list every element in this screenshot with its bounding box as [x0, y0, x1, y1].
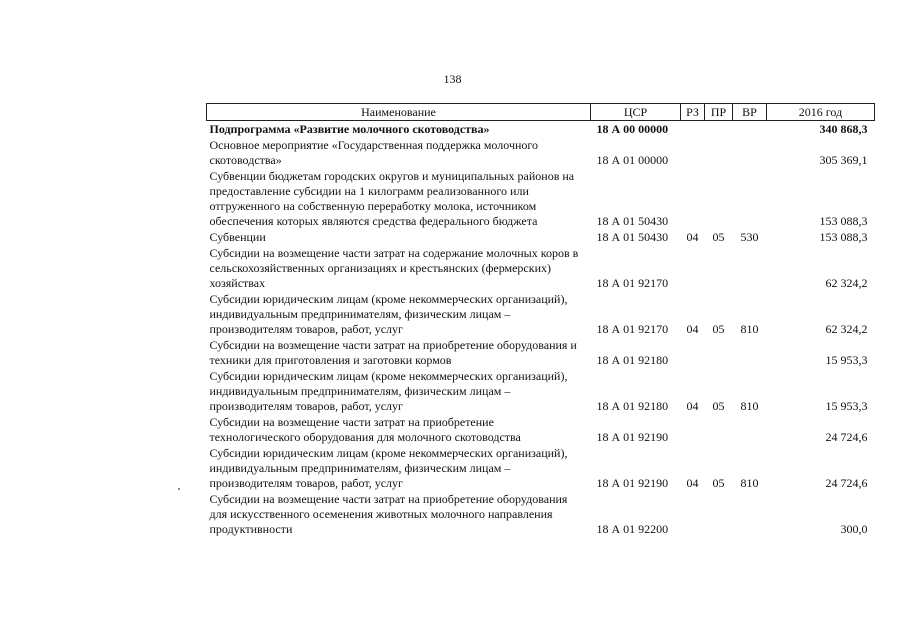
- row-csr: 18 А 01 00000: [596, 153, 669, 167]
- row-pr: [705, 245, 733, 291]
- header-year: 2016 год: [767, 104, 875, 121]
- row-rz: 04: [686, 230, 699, 244]
- table-header: [207, 104, 875, 121]
- row-sum: 62 324,2: [825, 322, 868, 336]
- row-csr: 18 А 01 50430: [596, 230, 669, 244]
- row-rz: [681, 137, 705, 168]
- table-row: [207, 491, 875, 537]
- row-csr: 18 А 00 00000: [596, 122, 669, 136]
- header-row: [207, 104, 875, 121]
- row-csr: 18 А 01 92190: [596, 430, 669, 444]
- row-vr: [733, 137, 767, 168]
- row-pr: 05: [712, 322, 725, 336]
- row-rz: [681, 245, 705, 291]
- row-name: Субсидии на возмещение части затрат на приобретение оборудования и техники для приготовления и заготовки кормов: [209, 338, 577, 367]
- header-csr: ЦСР: [591, 104, 681, 121]
- header-vr: ВР: [733, 104, 767, 121]
- row-csr: 18 А 01 92200: [596, 522, 669, 536]
- row-vr: [733, 168, 767, 229]
- row-vr: 810: [740, 322, 759, 336]
- table-row: [207, 137, 875, 168]
- header-pr: ПР: [705, 104, 733, 121]
- table-row: [207, 445, 875, 491]
- row-rz: [681, 491, 705, 537]
- row-sum: 15 953,3: [825, 399, 868, 413]
- table-row: [207, 168, 875, 229]
- scan-speck: [178, 488, 180, 490]
- row-sum: 24 724,6: [825, 476, 868, 490]
- row-rz: 04: [686, 476, 699, 490]
- row-sum: 305 369,1: [819, 153, 868, 167]
- table-row: [207, 414, 875, 445]
- row-name: Субсидии юридическим лицам (кроме некоммерческих организаций), индивидуальным предпринимателям, физическим лицам – производителям товаров, работ, услуг: [209, 369, 568, 413]
- row-csr: 18 А 01 92170: [596, 276, 669, 290]
- row-vr: [733, 337, 767, 368]
- row-sum: 300,0: [840, 522, 868, 536]
- row-name: Субсидии на возмещение части затрат на содержание молочных коров в сельскохозяйственных организациях и крестьянских (фермерских) хозяйствах: [209, 246, 579, 290]
- row-sum: 153 088,3: [819, 230, 868, 244]
- row-vr: [733, 491, 767, 537]
- row-vr: [733, 245, 767, 291]
- row-sum: 62 324,2: [825, 276, 868, 290]
- row-pr: [705, 491, 733, 537]
- row-rz: 04: [686, 322, 699, 336]
- row-rz: [681, 121, 705, 138]
- row-name: Субвенции: [209, 230, 266, 244]
- row-csr: 18 А 01 92180: [596, 353, 669, 367]
- row-vr: [733, 121, 767, 138]
- table-row: [207, 291, 875, 337]
- budget-table: [206, 103, 875, 537]
- table-row: [207, 229, 875, 245]
- row-csr: 18 А 01 92180: [596, 399, 669, 413]
- table-row: [207, 121, 875, 138]
- row-rz: [681, 414, 705, 445]
- row-sum: 153 088,3: [819, 214, 868, 228]
- row-pr: 05: [712, 476, 725, 490]
- row-pr: [705, 414, 733, 445]
- header-name: Наименование: [207, 104, 591, 121]
- row-vr: 810: [740, 476, 759, 490]
- row-name: Субсидии на возмещение части затрат на приобретение оборудования для искусственного осеменения животных молочного направления продуктивности: [209, 492, 568, 536]
- row-csr: 18 А 01 92170: [596, 322, 669, 336]
- row-pr: [705, 337, 733, 368]
- row-pr: 05: [712, 230, 725, 244]
- row-pr: 05: [712, 399, 725, 413]
- row-rz: [681, 337, 705, 368]
- row-name: Субсидии юридическим лицам (кроме некоммерческих организаций), индивидуальным предпринимателям, физическим лицам – производителям товаров, работ, услуг: [209, 292, 568, 336]
- table-row: [207, 337, 875, 368]
- row-pr: [705, 168, 733, 229]
- row-name: Подпрограмма «Развитие молочного скотоводства»: [209, 122, 490, 136]
- row-rz: [681, 168, 705, 229]
- row-vr: 810: [740, 399, 759, 413]
- table-row: [207, 368, 875, 414]
- row-name: Основное мероприятие «Государственная поддержка молочного скотоводства»: [209, 138, 539, 167]
- row-vr: 530: [740, 230, 759, 244]
- row-csr: 18 А 01 50430: [596, 214, 669, 228]
- table-body: [207, 121, 875, 538]
- table-row: [207, 245, 875, 291]
- row-name: Субвенции бюджетам городских округов и муниципальных районов на предоставление субсидии на 1 килограмм реализованного или отгруженного на собственную переработку молока, источником обеспечения которых являются средства федерального бюджета: [209, 169, 575, 228]
- row-pr: [705, 137, 733, 168]
- row-pr: [705, 121, 733, 138]
- row-sum: 340 868,3: [819, 122, 868, 136]
- row-vr: [733, 414, 767, 445]
- row-name: Субсидии на возмещение части затрат на приобретение технологического оборудования для молочного скотоводства: [209, 415, 521, 444]
- page-number: 138: [443, 72, 462, 86]
- row-sum: 24 724,6: [825, 430, 868, 444]
- header-rz: РЗ: [681, 104, 705, 121]
- row-csr: 18 А 01 92190: [596, 476, 669, 490]
- row-name: Субсидии юридическим лицам (кроме некоммерческих организаций), индивидуальным предпринимателям, физическим лицам – производителям товаров, работ, услуг: [209, 446, 568, 490]
- row-rz: 04: [686, 399, 699, 413]
- row-sum: 15 953,3: [825, 353, 868, 367]
